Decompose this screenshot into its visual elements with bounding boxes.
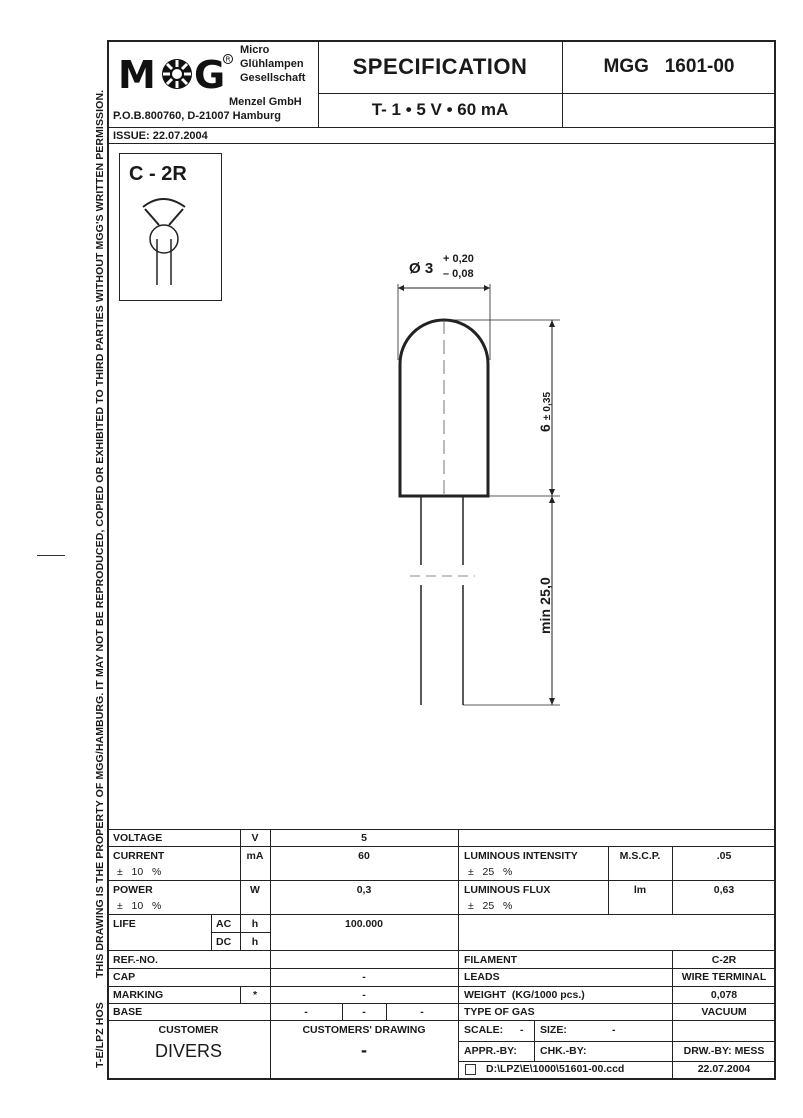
current-tol: ± 10 % (117, 866, 162, 878)
svg-text:M: M (118, 53, 156, 96)
length-value: 6 (537, 424, 553, 432)
current-unit: mA (246, 850, 264, 862)
issue-date: ISSUE: 22.07.2004 (113, 130, 208, 142)
file-path: D:\LPZ\E\1000\51601-00.ccd (486, 1063, 625, 1075)
weight-label: WEIGHT (KG/1000 pcs.) (464, 989, 585, 1001)
power-unit: W (250, 884, 260, 896)
luminous-intensity-unit: M.S.C.P. (619, 850, 661, 862)
luminous-flux-value: 0,63 (713, 884, 735, 896)
size-value: - (612, 1024, 616, 1036)
scale-label: SCALE: (464, 1024, 504, 1036)
filament-symbol-label: C - 2R (129, 163, 187, 185)
length-label (537, 392, 553, 432)
luminous-flux-unit: lm (633, 884, 647, 896)
voltage-label: VOLTAGE (113, 832, 163, 844)
file-icon (465, 1064, 476, 1075)
filament-label: FILAMENT (464, 954, 518, 966)
life-unit-dc: h (251, 936, 259, 948)
current-value: 60 (358, 850, 370, 862)
voltage-value: 5 (361, 832, 367, 844)
customer-label: CUSTOMER (158, 1024, 219, 1036)
life-label: LIFE (113, 918, 136, 930)
luminous-intensity-label: LUMINOUS INTENSITY (464, 850, 578, 862)
chk-label: CHK.-BY: (540, 1045, 587, 1057)
svg-text:G: G (194, 53, 226, 96)
luminous-intensity-tol: ± 25 % (468, 866, 513, 878)
filament-value: C-2R (711, 954, 737, 966)
length-tol: ± 0,35 (542, 391, 553, 421)
luminous-intensity-value: .05 (716, 850, 732, 862)
doc-title: SPECIFICATION (352, 54, 528, 79)
doc-date: 22.07.2004 (697, 1063, 751, 1075)
appr-label: APPR.-BY: (464, 1045, 517, 1057)
mgg-logo (116, 52, 234, 101)
margin-mark (37, 555, 65, 556)
base-label: BASE (113, 1006, 143, 1018)
current-label: CURRENT (113, 850, 165, 862)
gas-value: VACUUM (701, 1006, 747, 1018)
company-address: P.O.B.800760, D-21007 Hamburg (113, 110, 281, 122)
document-code: T-E/LPZ HOS (94, 1002, 106, 1068)
scale-value: - (520, 1024, 524, 1036)
diameter-label: Ø 3 (409, 260, 434, 277)
company-line-1: Micro (240, 44, 270, 56)
luminous-flux-tol: ± 25 % (468, 900, 513, 912)
customer-value: DIVERS (154, 1041, 223, 1061)
size-label: SIZE: (540, 1024, 567, 1036)
weight-value: 0,078 (710, 989, 738, 1001)
part-number: MGG 1601-00 (603, 56, 735, 77)
company-line-4: Menzel GmbH (229, 96, 302, 108)
cap-label: CAP (113, 971, 136, 983)
drw-label: DRW.-BY: MESS (683, 1045, 765, 1057)
marking-label: MARKING (113, 989, 164, 1001)
life-ac: AC (216, 918, 232, 930)
power-label: POWER (113, 884, 153, 896)
diameter-tol-minus: – 0,08 (443, 268, 474, 280)
filament-symbol-icon (135, 195, 195, 290)
copyright-notice: THIS DRAWING IS THE PROPERTY OF MGG/HAMBURG. IT MAY NOT BE REPRODUCED, COPIED OR EXHIBITED TO THIRD PARTIES WITHOUT MGG'S WRITTEN PERMISSION. (94, 89, 106, 978)
voltage-unit: V (251, 832, 259, 844)
mgg-logo-graphic (116, 52, 234, 96)
base-value-2: - (362, 1006, 366, 1018)
leads-value: WIRE TERMINAL (681, 971, 767, 983)
leads-label: LEADS (464, 971, 500, 983)
marking-mark: * (252, 989, 258, 1001)
company-line-2: Glühlampen (240, 58, 304, 70)
gas-label: TYPE OF GAS (464, 1006, 535, 1018)
life-value: 100.000 (345, 918, 383, 930)
luminous-flux-label: LUMINOUS FLUX (464, 884, 551, 896)
power-tol: ± 10 % (117, 900, 162, 912)
marking-value: - (362, 989, 366, 1001)
ref-label: REF.-NO. (113, 954, 158, 966)
base-value-3: - (420, 1006, 424, 1018)
doc-subtitle: T- 1 • 5 V • 60 mA (371, 100, 509, 119)
customers-drawing-label: CUSTOMERS' DRAWING (302, 1024, 426, 1036)
diameter-tol-plus: + 0,20 (443, 253, 474, 265)
life-unit-ac: h (251, 918, 259, 930)
customers-drawing-value: - (361, 1040, 367, 1060)
power-value: 0,3 (356, 884, 372, 896)
cap-value: - (362, 971, 366, 983)
lead-length-label: min 25,0 (537, 577, 553, 634)
lamp-drawing (380, 280, 580, 720)
base-value-1: - (304, 1006, 308, 1018)
svg-text:R: R (225, 55, 231, 64)
life-dc: DC (216, 936, 232, 948)
company-line-3: Gesellschaft (240, 72, 306, 84)
